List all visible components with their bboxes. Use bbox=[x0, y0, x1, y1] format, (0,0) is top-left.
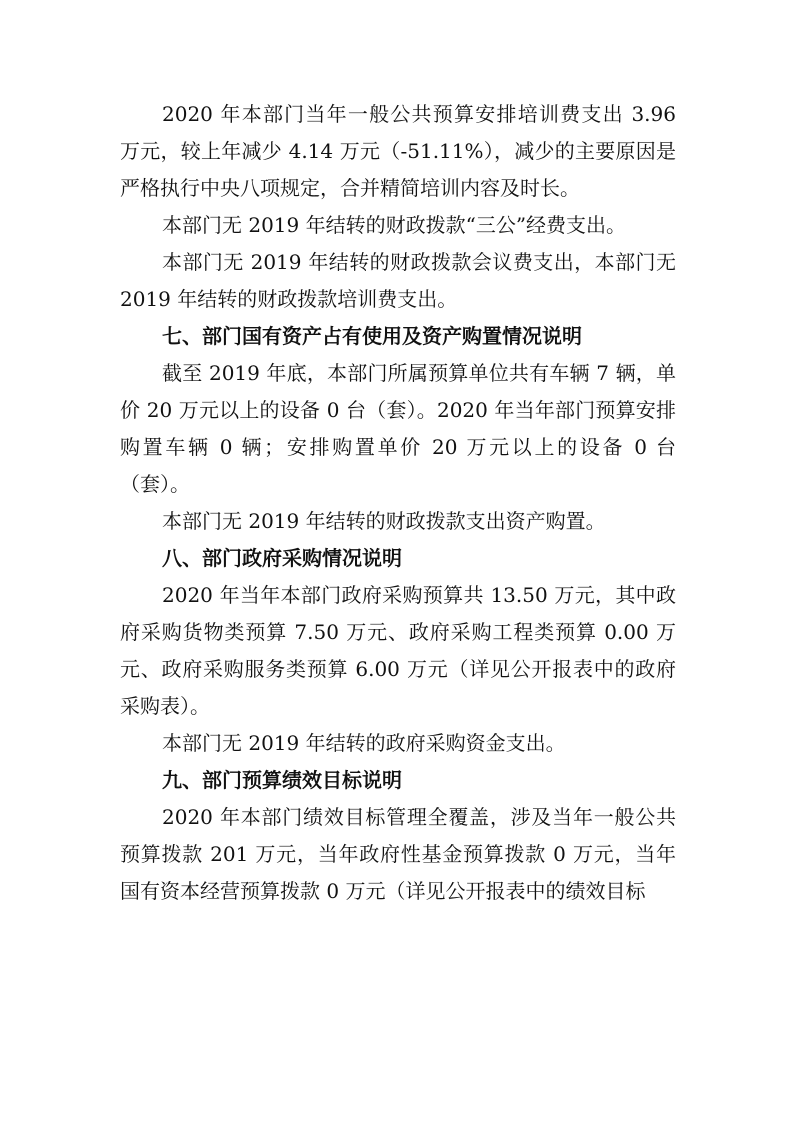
heading-section-8: 八、部门政府采购情况说明 bbox=[162, 546, 402, 570]
paragraph-procurement-carryover: 本部门无 2019 年结转的政府采购资金支出。 bbox=[162, 731, 566, 755]
paragraph-performance-goals: 2020 年本部门绩效目标管理全覆盖，涉及当年一般公共预算拨款 201 万元，当年政府性基金预算拨款 0 万元，当年国有资本经营预算拨款 0 万元（详见公开报表中的绩效目标 bbox=[120, 805, 676, 903]
paragraph-three-public-expense: 本部门无 2019 年结转的财政拨款“三公”经费支出。 bbox=[162, 213, 627, 237]
paragraph-training-expense: 2020 年本部门当年一般公共预算安排培训费支出 3.96 万元，较上年减少 4.14 万元（-51.11%），减少的主要原因是严格执行中央八项规定，合并精简培训内容及时长。 bbox=[120, 102, 676, 200]
document-page bbox=[120, 96, 676, 910]
paragraph-procurement: 2020 年当年本部门政府采购预算共 13.50 万元，其中政府采购货物类预算 7.50 万元、政府采购工程类预算 0.00 万元、政府采购服务类预算 6.00 万元（详见公开报表中的政府采购表）。 bbox=[120, 583, 676, 718]
paragraph-assets: 截至 2019 年底，本部门所属预算单位共有车辆 7 辆，单价 20 万元以上的设备 0 台（套）。2020 年当年部门预算安排购置车辆 0 辆；安排购置单价 20 万元以上的设备 0 台（套）。 bbox=[120, 361, 676, 496]
heading-section-7: 七、部门国有资产占有使用及资产购置情况说明 bbox=[162, 324, 582, 348]
paragraph-asset-purchase-carryover: 本部门无 2019 年结转的财政拨款支出资产购置。 bbox=[162, 509, 606, 533]
paragraph-meeting-training-carryover: 本部门无 2019 年结转的财政拨款会议费支出，本部门无 2019 年结转的财政拨款培训费支出。 bbox=[120, 250, 676, 311]
heading-section-9: 九、部门预算绩效目标说明 bbox=[162, 768, 402, 792]
